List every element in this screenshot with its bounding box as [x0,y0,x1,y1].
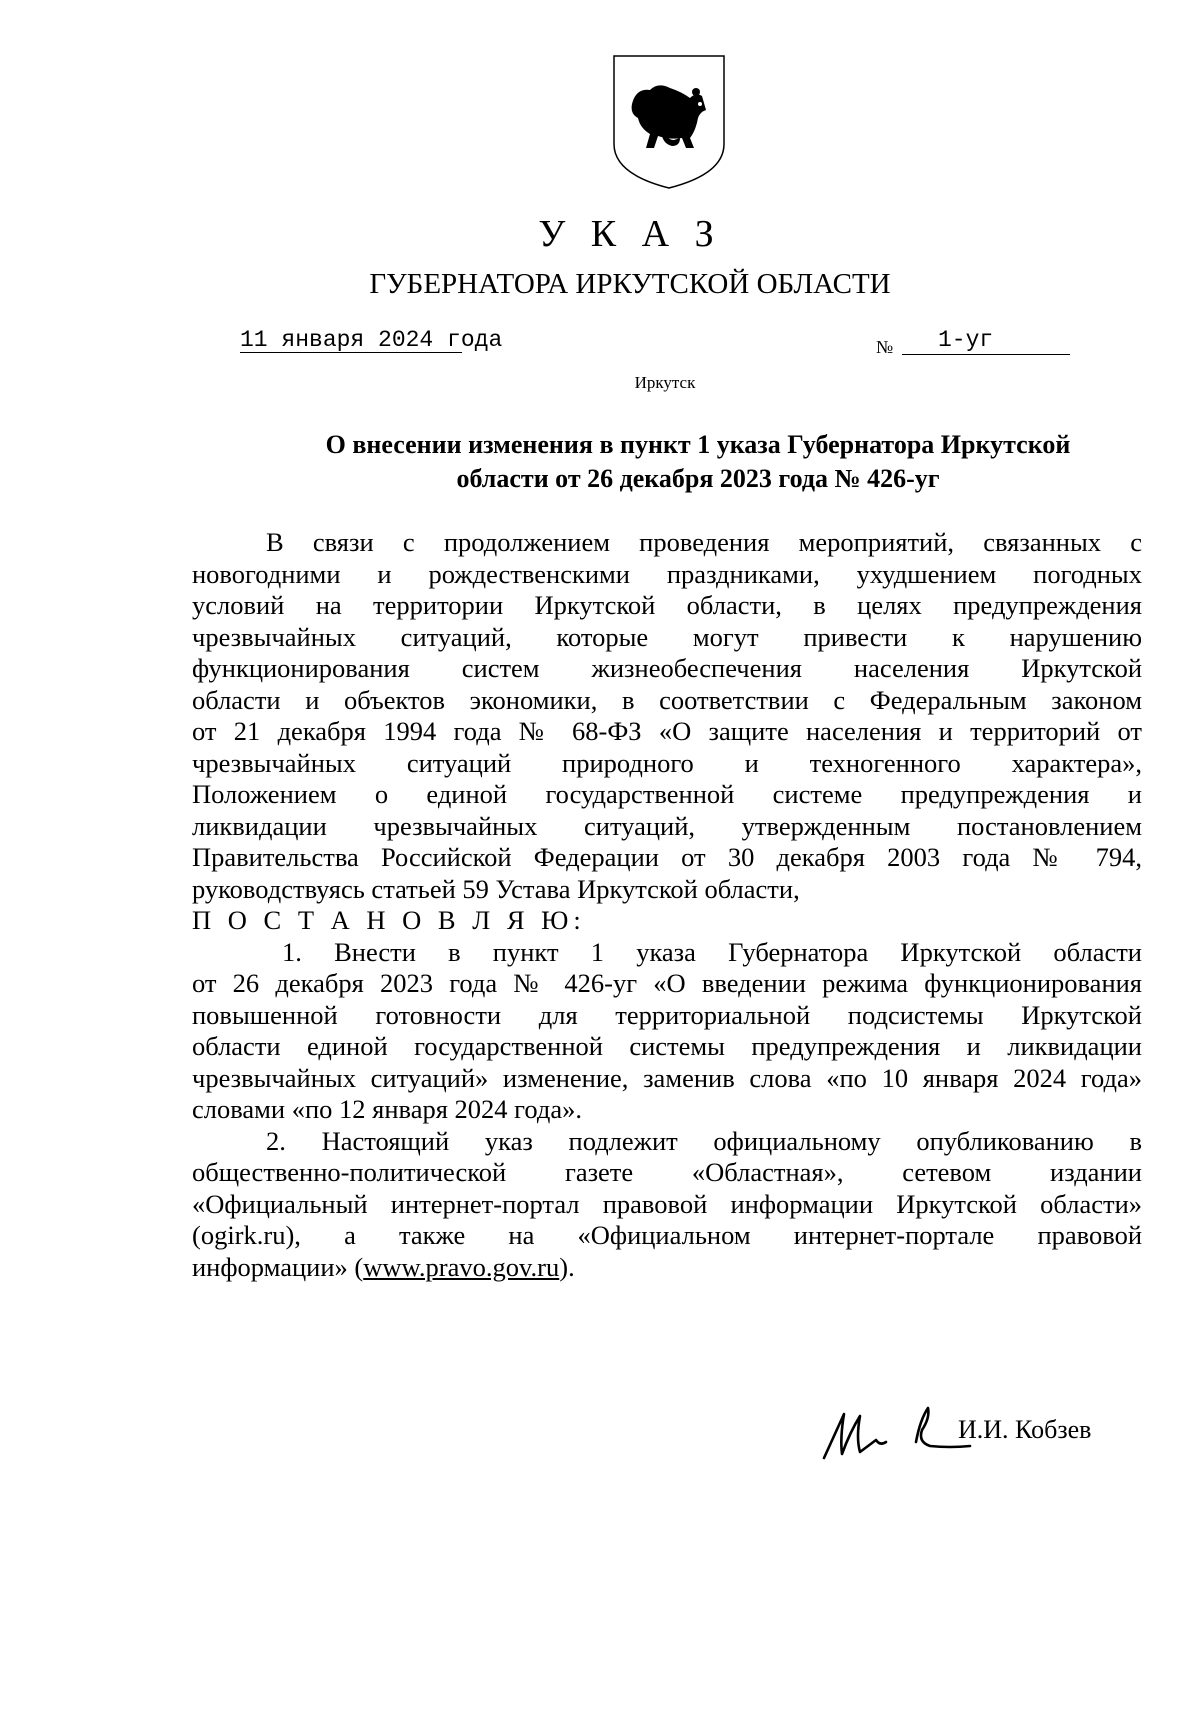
preamble-line: Положением о единой государственной системе предупреждения и [192,779,1142,809]
preamble-line: чрезвычайных ситуаций, которые могут привести к нарушению [192,621,1142,652]
decree-issuer: ГУБЕРНАТОРА ИРКУТСКОЙ ОБЛАСТИ [369,268,891,300]
decree-date: 11 января 2024 года [240,327,503,353]
preamble-line: новогодними и рождественскими праздниками, ухудшением погодных [192,558,1142,589]
signature-block [820,1396,1140,1466]
item-1-line: от 26 декабря 2023 года № 426-уг «О введении режима функционирования [192,968,1142,998]
decree-number: 1-уг [938,327,994,353]
item-1 [192,937,1142,1126]
decree-city: Иркутск [634,373,696,392]
handwritten-signature [820,1396,980,1466]
signer-name: И.И. Кобзев [958,1415,1092,1444]
preamble-line: чрезвычайных ситуаций природного и техногенного характера», [192,747,1142,778]
preamble-line: руководствуясь статьей 59 Устава Иркутской области, [192,873,800,904]
item-1-line: чрезвычайных ситуаций» изменение, заменив слова «по 10 января 2024 года» [192,1062,1142,1093]
item-2-suffix: ). [559,1251,575,1282]
preamble [192,527,1142,937]
preamble-line: условий на территории Иркутской области, в целях предупреждения [192,590,1142,620]
resolves-label: П О С Т А Н О В Л Я Ю: [192,905,586,935]
irkutsk-coat-of-arms-icon [610,52,728,192]
number-sign: № [876,337,894,357]
item-1-line: 1. Внести в пункт 1 указа Губернатора Иркутской области [282,936,1142,967]
item-2-line: «Официальный интернет-портал правовой информации Иркутской области» [192,1188,1142,1219]
item-2 [192,1126,1142,1284]
item-2-prefix: информации» ( [192,1251,364,1282]
decree-heading [268,428,1128,496]
heading-line: О внесении изменения в пункт 1 указа Губернатора Иркутской [325,430,1071,459]
number-underline [902,354,1070,355]
item-2-line: (ogirk.ru), а также на «Официальном интернет-портале правовой [192,1220,1142,1250]
preamble-line: от 21 декабря 1994 года № 68-ФЗ «О защите населения и территорий от [192,716,1142,746]
item-2-line: 2. Настоящий указ подлежит официальному опубликованию в [266,1125,1142,1156]
item-1-line: повышенной готовности для территориальной подсистемы Иркутской [192,999,1142,1030]
preamble-line: функционирования систем жизнеобеспечения населения Иркутской [192,653,1142,683]
preamble-line: ликвидации чрезвычайных ситуаций, утвержденным постановлением [192,810,1142,841]
preamble-line: В связи с продолжением проведения мероприятий, связанных с [266,527,1142,557]
preamble-line: области и объектов экономики, в соответствии с Федеральным законом [192,684,1142,715]
decree-title: У К А З [538,213,722,255]
item-2-last-line [192,1252,1142,1284]
item-2-line: общественно-политической газете «Областная», сетевом издании [192,1157,1142,1187]
date-underline [240,352,462,353]
preamble-line: Правительства Российской Федерации от 30 декабря 2003 года № 794, [192,842,1142,872]
item-1-line: области единой государственной системы предупреждения и ликвидации [192,1031,1142,1061]
item-1-line: словами «по 12 января 2024 года». [192,1094,582,1124]
pravo-gov-link[interactable]: www.pravo.gov.ru [363,1251,560,1282]
heading-line: области от 26 декабря 2023 года № 426-уг [456,464,940,493]
decree-body [192,527,1142,1283]
